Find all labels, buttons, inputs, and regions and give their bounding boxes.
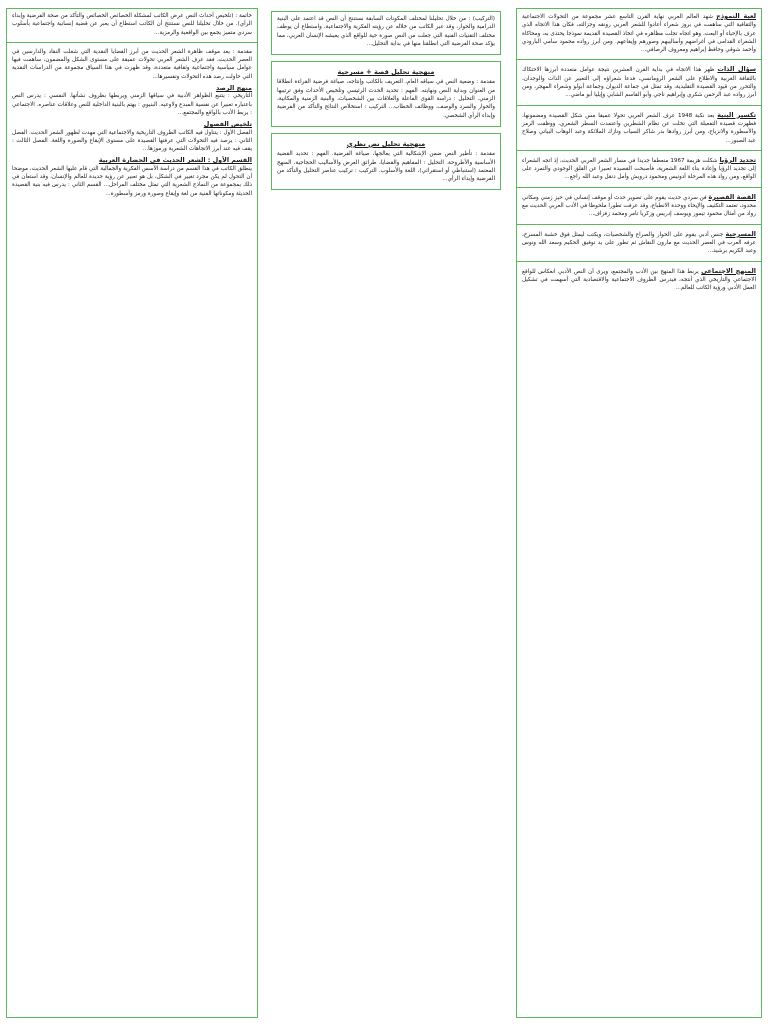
paragraph: خاتمة : (تلخيص أحداث النص عرض الكاتب لمشكلة الخصائص الخصائص والتأكد من صحة الفرضية وإبداء الرأي). من خلال تحليلنا للنص نستنتج أن الكاتب استطاع أن يعبر عن قضية إنسانية واجتماعية بأسلوب سردي متميز يجمع بين الواقعية والرمزية... <box>12 13 252 36</box>
paragraph: التاريخي : يتتبع الظواهر الأدبية في سياقها الزمني ويربطها بظروف نشأتها. النفسي : يدرس النص باعتباره تعبيرا عن نفسية المبدع ولاوعيه. البنيوي : يهتم بالبنية الداخلية للنص وعلاقات عناصره. الاجتماعي : يربط الأدب بالواقع والمجتمع... <box>11 93 252 116</box>
section-title: المنهج الاجتماعي <box>701 266 756 275</box>
paragraph: مقدمة : يعد موقف ظاهرة الشعر الحديث من أبرز القضايا النقدية التي شغلت النقاد والدارسين في العصر الحديث، فقد عرف الشعر العربي تحولات عميقة على مستوى الشكل والمضمون، ساهمت فيها عوامل سياسية واجتماعية وثقافية متعددة، وقد ظهرت في هذا السياق مجموعة من الدراسات النقدية التي حاولت رصد هذه التحولات وتفسيرها... <box>12 48 252 80</box>
middle-top-box <box>271 11 501 55</box>
paragraph: مقدمة : تأطير النص ضمن الإشكالية التي يعالجها، صياغة الفرضية. الفهم : تحديد القضية الأساسية والأطروحة. التحليل : المفاهيم والقضايا، طرائق العرض والأساليب الحجاجية، المنهج المعتمد (استنباطي أو استقرائي)، اللغة والأسلوب. التركيب : تركيب عناصر التحليل والتأكد من الفرضية وإبداء الرأي... <box>277 151 495 183</box>
section-title: منهج الرصد <box>215 84 252 93</box>
divider <box>517 105 761 106</box>
section-text: ظهر هذا الاتجاه في بداية القرن العشرين نتيجة عوامل متعددة أبرزها الاحتكاك بالثقافة الغربية والاطلاع على الشعر الرومانسي، فدعا شعراؤه إلى التعبير عن الذات والوجدان، والتحرر من قيود القصيدة التقليدية، وقد تمثل في جماعة الديوان وجماعة أبولو وشعراء المهجر، ومن أبرز رواده عبد الرحمن شكري وإبراهيم ناجي وأبو القاسم الشابي وإيليا أبو ماضي... <box>522 67 756 99</box>
middle-column <box>266 8 506 1018</box>
paragraph: الفصل الأول : يتناول فيه الكاتب الظروف التاريخية والاجتماعية التي مهدت لظهور الشعر الحديث. الفصل الثاني : يرصد فيه التحولات التي عرفتها القصيدة على مستوى الإيقاع والصورة واللغة. الفصل الثالث : يقف فيه عند أبرز الاتجاهات الشعرية ورموزها... <box>12 129 252 153</box>
section-text: شكلت هزيمة 1967 منعطفا جديدا في مسار الشعر العربي الحديث، إذ اتجه الشعراء إلى تجديد الرؤيا وإعادة بناء اللغة الشعرية، فأصبحت القصيدة تعبيرا عن القلق الوجودي والتمرد على الواقع، ومن رواد هذه المرحلة أدونيس ومحمود درويش وأمل دنقل وعبد الله راجع... <box>522 157 756 181</box>
right-column <box>516 8 762 1018</box>
divider <box>517 187 761 188</box>
section-text: فن سردي حديث يقوم على تصوير حدث أو موقف إنساني في حيز زمني ومكاني محدود، تعتمد التكثيف والإيحاء ووحدة الانطباع، وقد عرفت تطورا ملحوظا في الأدب العربي الحديث مع رواد من أمثال محمود تيمور ويوسف إدريس وزكريا تامر ومحمد زفزاف... <box>522 194 756 218</box>
paragraph: (التركيب) : من خلال تحليلنا لمختلف المكونات السابقة نستنتج أن النص قد اعتمد على البنية الدرامية والحوار، وقد عبر الكاتب من خلاله عن رؤيته الفكرية والاجتماعية، واستطاع أن يوظف مختلف التقنيات الفنية التي جعلت من النص صورة حية للواقع الذي يعيشه الإنسان العربي، مما يؤكد صحة الفرضية التي انطلقنا منها في بداية التحليل... <box>277 16 495 47</box>
section-text: يربط هذا المنهج بين الأدب والمجتمع، ويرى أن النص الأدبي انعكاس للواقع الاجتماعي والتاريخي الذي أنتجه، فيدرس الظروف الاجتماعية والاقتصادية التي أسهمت في تشكيل العمل الأدبي ورؤية الكاتب للعالم... <box>522 268 756 292</box>
section-title: لعبة النموذج <box>716 12 756 20</box>
left-column <box>6 8 258 1018</box>
section-2 <box>522 65 756 99</box>
section-text: بعد نكبة 1948 عرف الشعر العربي تحولا عميقا مس شكل القصيدة ومضمونها، فظهرت قصيدة التفعيلة التي تخلت عن نظام الشطرين واعتمدت السطر الشعري، ووظفت الرمز والأسطورة والانزياح، ومن أبرز روادها بدر شاكر السياب ونازك الملائكة وعبد الوهاب البياتي وصلاح عبد الصبور... <box>522 112 756 144</box>
section-5 <box>522 193 756 219</box>
section-text: جنس أدبي يقوم على الحوار والصراع والشخصيات، ويكتب ليمثل فوق خشبة المسرح، عرفه العرب في العصر الحديث مع مارون النقاش ثم تطور على يد توفيق الحكيم وسعد الله ونوس وعبد الكريم برشيد... <box>522 231 756 255</box>
divider <box>517 150 761 151</box>
divider <box>517 59 761 60</box>
section-title: تجديد الرؤيا <box>719 155 756 164</box>
divider <box>517 224 761 225</box>
section-text: شهد العالم العربي نهاية القرن التاسع عشر مجموعة من التحولات الاجتماعية والثقافية التي ساهمت في بروز شعراء أعادوا للشعر العربي رونقه وجزالته، فكان هذا الاتجاه الذي عرف بالإحياء أو البعث، وهو اتجاه تجلت مظاهره في اتخاذ القصيدة القديمة نموذجا يحتذى به، ومحاكاة الشعراء القدامى في أغراضهم وأساليبهم وصورهم وإيقاعهم. ومن أبرز رواده محمود سامي البارودي وأحمد شوقي وحافظ إبراهيم ومعروف الرصافي... <box>522 14 756 54</box>
section-title: سؤال الذات <box>717 65 756 74</box>
story-method-box <box>271 61 501 127</box>
section-3 <box>522 111 756 145</box>
section-title: تلخيص الفصول <box>203 120 252 129</box>
divider <box>517 261 761 262</box>
divider <box>7 42 257 43</box>
section-title: القسم الأول : الشعر الحديث في الحضارة العربية <box>98 156 252 165</box>
paragraph: ينطلق الكاتب في هذا القسم من دراسة الأسس الفكرية والجمالية التي قام عليها الشعر الحديث، موضحا أن التحول لم يكن مجرد تغيير في الشكل، بل هو تعبير عن رؤية جديدة للعالم والإنسان، وقد استعان في ذلك بمجموعة من النماذج الشعرية التي تمثل مختلف المراحل... القسم الثاني : يدرس فيه بنية القصيدة الحديثة ومكوناتها الفنية من لغة وإيقاع وصورة ورمز وأسطورة... <box>12 165 252 197</box>
section-7 <box>522 267 756 293</box>
theory-method-box <box>271 133 501 190</box>
method-title: منهجية تحليل نص نظري <box>346 139 426 148</box>
section-6 <box>522 230 756 256</box>
section-4 <box>522 156 756 182</box>
section-title: تكسير البنية <box>717 110 756 119</box>
section-1 <box>522 12 756 54</box>
paragraph: مقدمة : وضعية النص في سياقه العام، التعريف بالكاتب وإنتاجه، صياغة فرضية القراءة انطلاقا من العنوان وبداية النص ونهايته. الفهم : تحديد الحدث الرئيسي وتلخيص الأحداث وفق ترتيبها الزمني. التحليل : دراسة القوى الفاعلة والعلاقات بين الشخصيات، والبنية الزمنية والمكانية، والحوار والسرد والوصف، ووظائف الخطاب... التركيب : استخلاص النتائج والتأكد من الفرضية وإبداء الرأي الشخصي. <box>277 79 495 119</box>
method-title: منهجية تحليل قصة + مسرحية <box>337 68 435 77</box>
section-title: القصة القصيرة <box>708 192 756 201</box>
section-title: المسرحية <box>725 229 756 238</box>
